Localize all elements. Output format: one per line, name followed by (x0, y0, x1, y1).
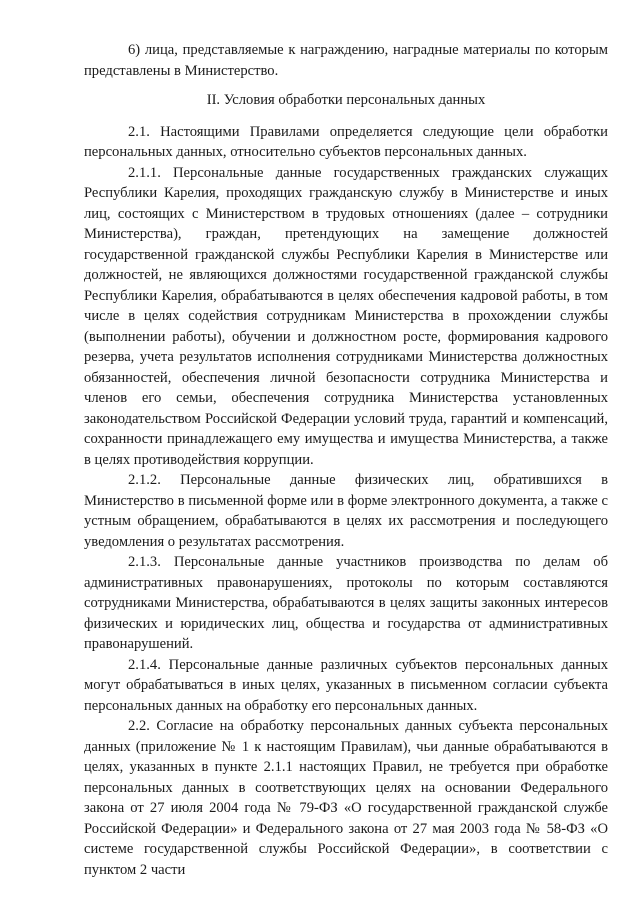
paragraph-item-6: 6) лица, представляемые к награждению, наградные материалы по которым представлены в Министерство. (84, 42, 608, 79)
paragraph-2-2: 2.2. Согласие на обработку персональных данных субъекта персональных данных (приложение № 1 к настоящим Правилам), чьи данные обрабатываются в целях, указанных в пункте 2.1.1 настоящих Правил, не требуется при обработке персональных данных в соответствующих целях на основании Федерального закона от 27 июля 2004 года № 79-ФЗ «О государственной гражданской службе Российской Федерации» и Федерального закона от 27 мая 2003 года № 58-ФЗ «О системе государственной службы Российской Федерации», в соответствии с пунктом 2 части (84, 718, 608, 878)
paragraph-2-1: 2.1. Настоящими Правилами определяется следующие цели обработки персональных данных, относительно субъектов персональных данных. (84, 123, 608, 160)
paragraph-2-1-1: 2.1.1. Персональные данные государственных гражданских служащих Республики Карелия, проходящих гражданскую службу в Министерстве и иных лиц, состоящих с Министерством в трудовых отношениях (далее – сотрудники Министерства), граждан, претендующих на замещение должностей государственной гражданской службы Республики Карелия в Министерстве или должностей, не являющихся должностями государственной гражданской службы Республики Карелия, обрабатываются в целях обеспечения кадровой работы, в том числе в целях содействия сотрудникам Министерства в прохождении службы (выполнении работы), обучении и должностном росте, формирования кадрового резерва, учета результатов исполнения сотрудниками Министерства должностных обязанностей, обеспечения личной безопасности сотрудника Министерства и членов его семьи, обеспечения сотрудника Министерства установленных законодательством Российской Федерации условий труда, гарантий и компенсаций, сохранности принадлежащего ему имущества и имущества Министерства, а также в целях противодействия коррупции. (84, 164, 608, 468)
paragraph-2-1-2: 2.1.2. Персональные данные физических лиц, обратившихся в Министерство в письменной форме или в форме электронного документа, а также с устным обращением, обрабатываются в целях их рассмотрения и последующего уведомления о результатах рассмотрения. (84, 472, 608, 550)
section-heading: II. Условия обработки персональных данных (206, 92, 486, 108)
paragraph-2-1-3: 2.1.3. Персональные данные участников производства по делам об административных правонарушениях, протоколы по которым составляются сотрудниками Министерства, обрабатываются в целях защиты законных интересов физических и юридических лиц, общества и государства от административных правонарушений. (84, 554, 608, 652)
paragraph-2-1-4: 2.1.4. Персональные данные различных субъектов персональных данных могут обрабатываться в иных целях, указанных в письменном согласии субъекта персональных данных на обработку его персональных данных. (84, 656, 608, 714)
